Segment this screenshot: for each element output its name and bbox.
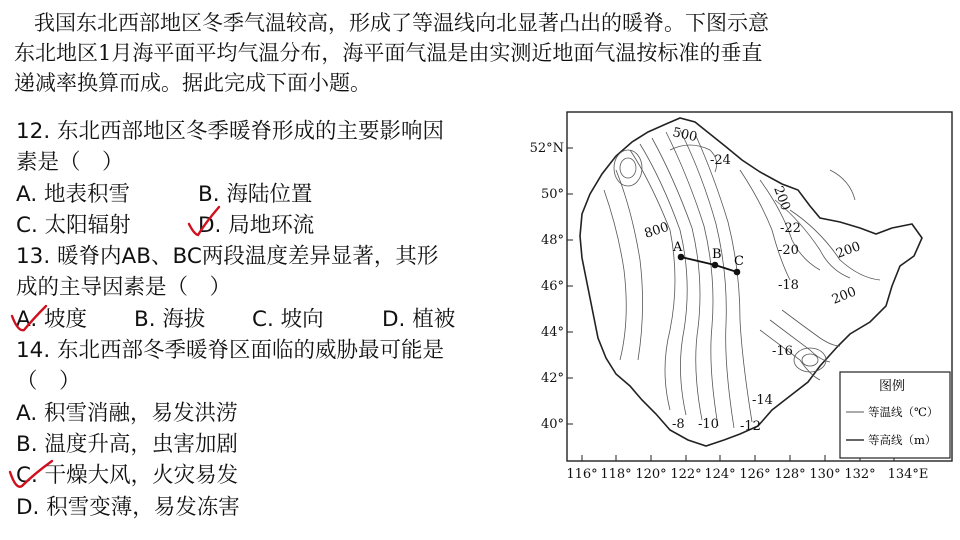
contour-label-500: 500: [671, 125, 699, 146]
lat-label-40: 40°: [540, 417, 564, 432]
lat-label-44: 44°: [540, 325, 564, 340]
lat-label-50: 50°: [540, 187, 564, 202]
contour-label-200-east: 200: [834, 239, 863, 262]
lon-label-118: 118°: [600, 467, 632, 482]
lat-label-42: 42°: [540, 371, 564, 386]
q13-option-d[interactable]: D. 植被: [382, 306, 456, 332]
point-b-label: B: [712, 247, 722, 262]
contour-label-200-north: 200: [770, 184, 793, 213]
point-a-label: A: [673, 240, 683, 255]
q12-options-row-2: [16, 210, 531, 241]
lon-label-132: 132°: [844, 467, 876, 482]
q12-stem-line-1: 12. 东北西部地区冬季暖脊形成的主要影响因: [16, 119, 445, 144]
intro-line-2: 东北地区1月海平面平均气温分布，海平面气温是由实测近地面气温按标准的垂直: [14, 41, 763, 65]
q14-option-c[interactable]: C. 干燥大风，火灾易发: [16, 463, 239, 489]
lon-label-126: 126°: [739, 467, 771, 482]
isotherm-map-figure: [520, 110, 960, 490]
q13-option-a[interactable]: A. 坡度: [16, 306, 87, 332]
intro-paragraph: [14, 8, 950, 98]
q13-option-c[interactable]: C. 坡向: [252, 306, 324, 332]
isotherm-map: [520, 110, 960, 490]
lon-label-120: 120°: [635, 467, 667, 482]
lon-label-130: 130°: [809, 467, 841, 482]
lat-label-46: 46°: [540, 279, 564, 294]
q14-option-a[interactable]: A. 积雪消融，易发洪涝: [16, 400, 238, 426]
q12-stem-line-2: 素是（ ）: [16, 150, 124, 176]
q12-option-c[interactable]: C. 太阳辐射: [16, 212, 131, 238]
isotherm-label-minus24: -24: [710, 153, 731, 168]
point-c-marker: [734, 269, 741, 276]
isotherm-label-minus12: -12: [740, 419, 761, 434]
q13-options-row: [16, 304, 531, 335]
q12-option-a[interactable]: A. 地表积雪: [16, 181, 130, 207]
isotherm-label-minus18: -18: [778, 278, 799, 293]
q14-stem-line-1: 14. 东北西部冬季暖脊区面临的威胁最可能是: [16, 338, 445, 364]
q12-options-row-1: [16, 179, 531, 210]
point-b-marker: [712, 262, 719, 269]
lon-label-134: 134°E: [887, 467, 929, 482]
isotherm-label-minus16: -16: [772, 344, 793, 359]
q13-option-b[interactable]: B. 海拔: [134, 306, 206, 332]
q14-stem-line-2: （ ）: [16, 369, 81, 395]
isotherm-label-minus22: -22: [780, 221, 801, 236]
questions-block: [16, 116, 531, 523]
isotherm-label-minus14: -14: [752, 393, 773, 408]
lon-label-124: 124°: [704, 467, 736, 482]
isotherm-label-minus20: -20: [778, 243, 799, 258]
lat-label-52: 52°N: [529, 141, 564, 156]
q12-option-b[interactable]: B. 海陆位置: [198, 181, 313, 207]
q12-option-d[interactable]: D. 局地环流: [198, 212, 315, 238]
legend-isotherm-label: 等温线（℃）: [868, 405, 939, 419]
q13-stem-line-2: 成的主导因素是（ ）: [16, 275, 232, 301]
intro-line-3: 递减率换算而成。据此完成下面小题。: [14, 71, 371, 95]
contour-label-200-southeast: 200: [829, 284, 859, 308]
isotherm-label-minus8: -8: [672, 417, 685, 432]
q14-option-b[interactable]: B. 温度升高，虫害加剧: [16, 431, 238, 457]
lon-label-128: 128°: [774, 467, 806, 482]
q13-stem-line-1: 13. 暖脊内AB、BC两段温度差异显著，其形: [16, 244, 439, 270]
legend-contour-label: 等高线（m）: [868, 433, 937, 447]
contour-label-800: 800: [642, 219, 671, 242]
point-c-label: C: [734, 254, 744, 269]
legend-title: 图例: [878, 379, 906, 394]
intro-line-1: 我国东北西部地区冬季气温较高，形成了等温线向北显著凸出的暖脊。下图示意: [34, 11, 769, 35]
q14-option-d[interactable]: D. 积雪变薄，易发冻害: [16, 494, 240, 520]
lat-label-48: 48°: [540, 233, 564, 248]
lat-ticks: [567, 148, 573, 424]
lon-label-116: 116°: [566, 467, 598, 482]
contour-lines: [604, 130, 880, 428]
isotherm-label-minus10: -10: [698, 417, 719, 432]
map-legend: [840, 372, 950, 458]
lon-label-122: 122°: [670, 467, 702, 482]
